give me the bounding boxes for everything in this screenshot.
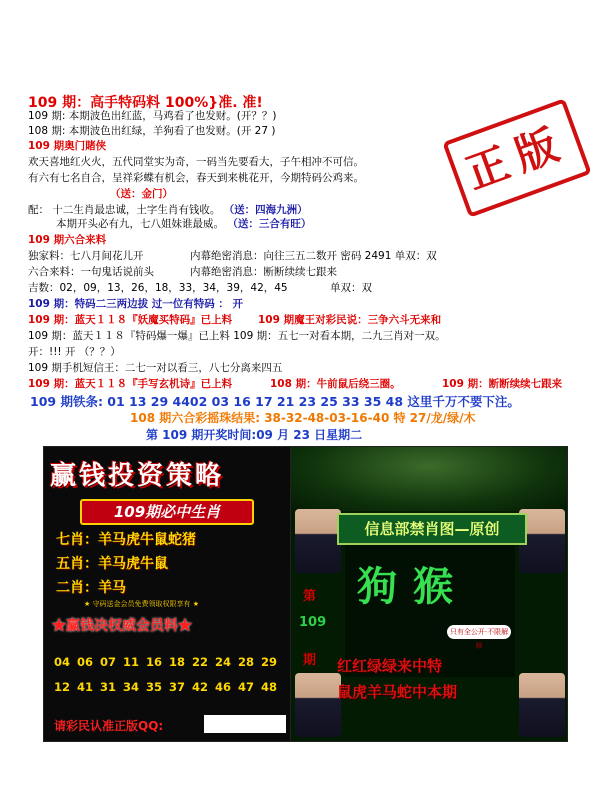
grid-number: 28 (238, 655, 255, 669)
six-harmony-label: 六合来料：一句鬼话说前头 (28, 266, 154, 278)
line-109-color: 109 期: 本期波色出红蓝，马鸡看了也发财。(开？？) (28, 110, 277, 122)
special-code-tip: 109 期：特码二三两边拔 过一位有特码 ： 开 (28, 298, 244, 310)
sms-king: 109 期手机短信王：二七一对以看三，八七分离来四五 (28, 362, 283, 374)
draw-result: 108 期六合彩摇珠结果: 38-32-48-03-16-40 特 27/龙/绿/木 (130, 411, 476, 425)
demon-king-says: 109 期魔王对彩民说：三争六斗无来和 (258, 314, 442, 326)
grid-number: 16 (146, 655, 163, 669)
open-marks: 开：!!! 开 （？？） (28, 346, 121, 358)
featured-zodiac: 狗猴 (357, 563, 469, 610)
seven-follows: 109 期：断断续续七跟来 (442, 378, 563, 390)
strategy-panel (43, 446, 294, 742)
match-prefix: 配： (28, 204, 49, 216)
draw-time: 第 109 期开奖时间:09 月 23 日星期二 (146, 428, 363, 442)
grid-number: 18 (169, 655, 186, 669)
secret-news-1: 内幕绝密消息：向往三五二数开 密码 2491 单双：双 (190, 250, 437, 262)
two-zodiac: 二肖：羊马 (56, 580, 126, 596)
period-label-top: 第 (303, 589, 317, 604)
hint-line-2: 本期开头必有九，七八姐妹谁最威。 (56, 218, 224, 230)
section-macau-gambler: 109 期奥门賭侠 (28, 140, 107, 152)
grid-number: 42 (192, 680, 209, 694)
grid-number: 34 (123, 680, 140, 694)
headline: 109 期：高手特码料 100%}准. 准! (28, 95, 263, 111)
secret-news-2: 内幕绝密消息：断断续续七跟来 (190, 266, 337, 278)
person-photo-3 (295, 673, 341, 737)
grid-number: 07 (100, 655, 117, 669)
public-tag: 只有全公开·不限解释 (447, 625, 511, 639)
sky-blue-explode: 109 期：蓝天１１８『特码爆一爆』已上料 109 期：五七一对看本期，二九三肖对一双。 (28, 330, 446, 342)
grid-number: 46 (215, 680, 232, 694)
qq-notice: 请彩民认准正版QQ: (54, 719, 164, 733)
grid-number: 37 (169, 680, 186, 694)
info-banner: 信息部禁肖图—原创 (337, 513, 527, 545)
hint-zodiac: 鼠虎羊马蛇中本期 (337, 683, 458, 701)
sky-blue-poem: 109 期：蓝天１１８『手写玄机诗』已上料 (28, 378, 233, 390)
member-note: ★ 守码送金会员免费领取权限享有 ★ (84, 600, 200, 608)
ox-rat-hint: 108 期：牛前鼠后绕三圈。 (270, 378, 401, 390)
gift-tag-jinmen: （送：金门） (110, 188, 173, 200)
info-panel (290, 446, 568, 742)
grid-number: 48 (261, 680, 278, 694)
seven-zodiac: 七肖：羊马虎牛鼠蛇猪 (56, 532, 196, 548)
grid-number: 47 (238, 680, 255, 694)
grid-number: 06 (77, 655, 94, 669)
grid-number: 24 (215, 655, 232, 669)
number-grid (54, 651, 286, 695)
railway-numbers: 109 期铁条: 01 13 29 4402 03 16 17 21 23 25 33 35 48 这里千万不要下注。 (30, 394, 520, 409)
starburst-banner (291, 447, 567, 511)
grid-number: 35 (146, 680, 163, 694)
person-photo-4 (519, 673, 565, 737)
grid-number: 31 (100, 680, 117, 694)
hint-line-1: 十二生肖最忠诚，土字生肖有钱收。 (52, 204, 221, 216)
poem-line-1: 欢天喜地红火火，五代同堂实为奇，一码当先要看大，子午相冲不可信。 (28, 156, 364, 168)
grid-number: 22 (192, 655, 209, 669)
grid-number: 29 (261, 655, 278, 669)
period-number: 109 (299, 615, 327, 630)
sky-blue-demon: 109 期：蓝天１１８『妖魔买特码』已上料 (28, 314, 233, 326)
exclusive-label: 独家料：七八月间花儿开 (28, 250, 144, 262)
grid-number: 11 (123, 655, 140, 669)
qq-box (204, 715, 286, 733)
strategy-title: 赢钱投资策略 (50, 461, 225, 491)
gift-tag-sihai: （送：四海九洲） (223, 204, 308, 216)
hint-red-green: 红红绿绿来中特 (337, 657, 443, 675)
section-six-harmony: 109 期六合来料 (28, 234, 107, 246)
authentic-stamp: 正版 (442, 98, 592, 218)
odd-even: 单双：双 (330, 282, 372, 294)
must-win-ribbon: 109期必中生肖 (80, 499, 254, 525)
person-photo-1 (295, 509, 341, 573)
grid-number: 12 (54, 680, 71, 694)
poem-line-2: 有六有七名自合，呈祥彩蝶有机会，春天到来桃花开，今期特码公鸡来。 (28, 172, 364, 184)
gift-tag-sanhe: （送：三合有旺） (227, 218, 312, 230)
lucky-numbers: 吉数：02，09，13，26，18，33，34，39，42，45 (28, 282, 288, 294)
five-zodiac: 五肖：羊马虎牛鼠 (56, 556, 168, 572)
grid-number: 04 (54, 655, 71, 669)
grid-number: 41 (77, 680, 94, 694)
member-banner: ★赢钱决权威会员料★ (52, 618, 192, 634)
line-108-color: 108 期: 本期波色出红绿，羊狗看了也发财。(开 27 ) (28, 125, 276, 137)
period-label-bottom: 期 (303, 653, 317, 668)
